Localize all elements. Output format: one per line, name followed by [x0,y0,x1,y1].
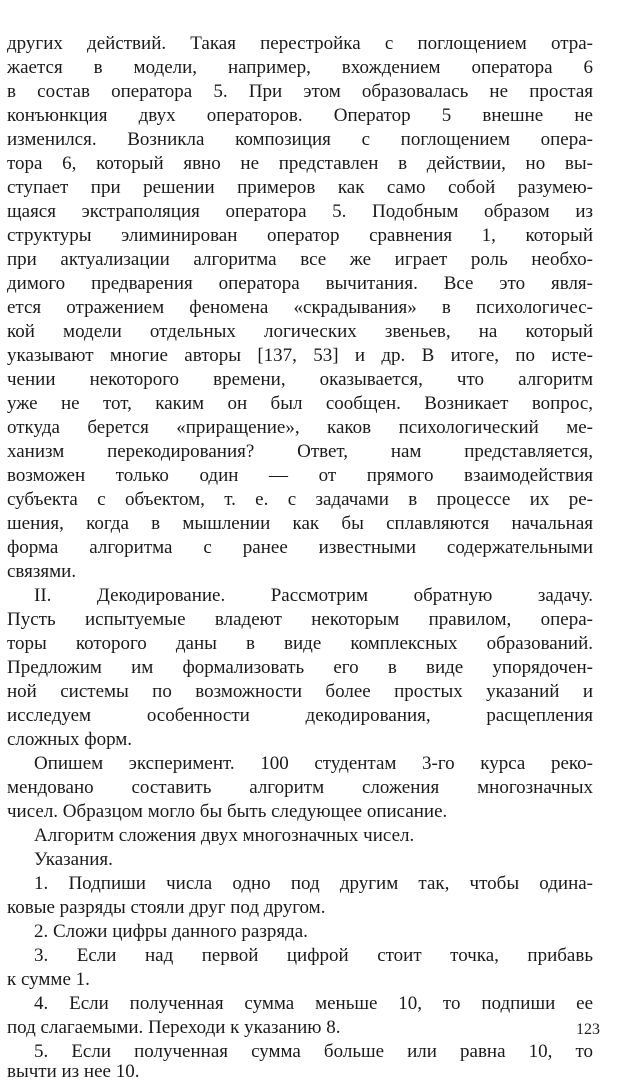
text-line: форма алгоритма с ранее известными содержательными [7,537,593,558]
text-line: Указания. [34,849,113,870]
text-line: 3. Если над первой цифрой стоит точка, прибавь [34,945,593,966]
text-line: откуда берется «приращение», каков психологический ме- [7,417,593,438]
text-line: щаяся экстраполяция оператора 5. Подобным образом из [7,201,593,222]
text-line: 5. Если полученная сумма больше или равна 10, то [34,1041,593,1062]
text-line: возможен только один — от прямого взаимодействия [7,465,593,486]
text-line: 1. Подпиши числа одно под другим так, чтобы одина- [34,873,593,894]
text-line: ковые разряды стояли друг под другом. [7,897,326,918]
text-line: чисел. Образцом могло бы быть следующее описание. [7,801,448,822]
text-line: мендовано составить алгоритм сложения многозначных [7,777,593,798]
text-line: Пусть испытуемые владеют некоторым правилом, опера- [7,609,593,630]
text-line: в состав оператора 5. При этом образовалась не простая [7,81,593,102]
text-line: II. Декодирование. Рассмотрим обратную задачу. [34,585,593,606]
text-line: Предложим им формализовать его в виде упорядочен- [7,657,593,678]
text-line: субъекта с объектом, т. е. с задачами в процессе их ре- [7,489,593,510]
text-line: жается в модели, например, вхождением оператора 6 [7,57,593,78]
text-line: других действий. Такая перестройка с поглощением отра- [7,33,593,54]
text-line: 2. Сложи цифры данного разряда. [34,921,308,942]
page-number: 123 [576,1021,600,1038]
text-line: шения, когда в мышлении как бы сплавляются начальная [7,513,593,534]
text-line: 4. Если полученная сумма меньше 10, то подпиши ее [34,993,593,1014]
text-line: ется отражением феномена «скрадывания» в психологичес- [7,297,593,318]
text-line: к сумме 1. [7,969,90,990]
text-line: при актуализации алгоритма все же играет роль необхо- [7,249,593,270]
text-line: торы которого даны в виде комплексных образований. [7,633,593,654]
text-line: вычти из нее 10. [7,1061,140,1082]
text-line: Алгоритм сложения двух многозначных чисел. [34,825,415,846]
text-line: изменился. Возникла композиция с поглощением опера- [7,129,593,150]
text-line: Опишем эксперимент. 100 студентам 3-го курса реко- [34,753,593,774]
text-line: ной системы по возможности более простых указаний и [7,681,593,702]
text-line: сложных форм. [7,729,133,750]
text-line: под слагаемыми. Переходи к указанию 8. [7,1017,341,1038]
text-line: исследуем особенности декодирования, расщепления [7,705,593,726]
text-line: кой модели отдельных логических звеньев, на который [7,321,593,342]
text-line: связями. [7,561,77,582]
text-line: указывают многие авторы [137, 53] и др. В итоге, по исте- [7,345,593,366]
text-line: структуры элиминирован оператор сравнения 1, который [7,225,593,246]
text-line: чении некоторого времени, оказывается, что алгоритм [7,369,593,390]
text-line: уже не тот, каким он был сообщен. Возникает вопрос, [7,393,593,414]
text-line: тора 6, который явно не представлен в действии, но вы- [7,153,593,174]
text-line: димого предварения оператора вычитания. Все это явля- [7,273,593,294]
text-line: ханизм перекодирования? Ответ, нам представляется, [7,441,593,462]
text-line: ступает при решении примеров как само собой разумею- [7,177,593,198]
text-line: конъюнкция двух операторов. Оператор 5 внешне не [7,105,593,126]
